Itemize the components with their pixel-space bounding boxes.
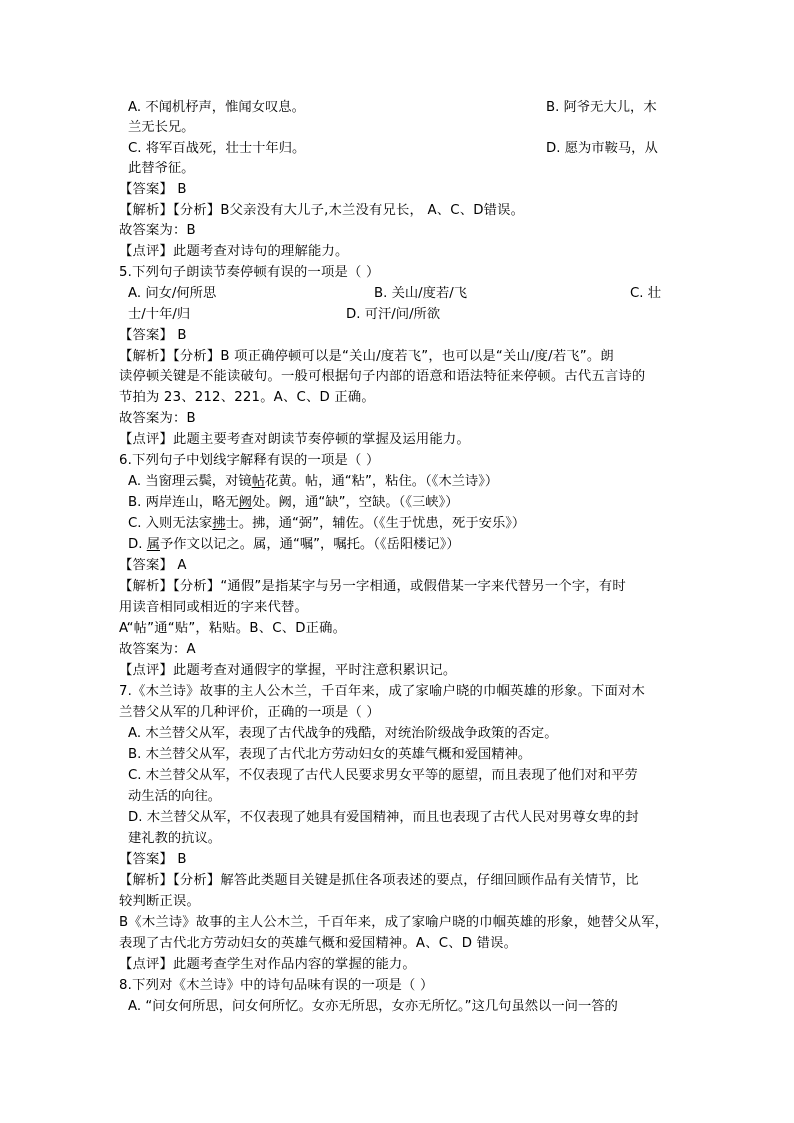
q5-stem: 5.下列句子朗读节奏停顿有误的一项是（ ） xyxy=(119,265,380,280)
q6-b-underlined-char: 阙 xyxy=(238,495,252,510)
q6-comment: 【点评】此题考查对通假字的掌握，平时注意积累识记。 xyxy=(119,663,457,678)
q6-a-text-pre: A. 当窗理云鬓，对镜 xyxy=(128,474,252,489)
q5-option-a: A. 问女/何所思 xyxy=(128,286,217,301)
q6-d-text-post: 予作文以记之。属，通“嘱”，嘱托。（《岳阳楼记》） xyxy=(160,537,460,552)
q7-analysis-line2: 较判断正误。 xyxy=(119,894,200,909)
q5-option-c: C. 壮 xyxy=(630,286,662,301)
q6-option-a xyxy=(128,472,498,492)
q6-d-text-pre: D. xyxy=(128,537,147,552)
q8-stem: 8.下列对《木兰诗》中的诗句品味有误的一项是（ ） xyxy=(119,978,434,993)
q6-a-text-post: 花黄。帖，通“粘”，粘住。（《木兰诗》） xyxy=(265,474,499,489)
q5-option-b: B. 关山/度若/飞 xyxy=(374,286,468,301)
q6-final-answer: 故答案为：A xyxy=(119,642,196,657)
q6-b-text-post: 处。阙，通“缺”，空缺。（《三峡》） xyxy=(251,495,459,510)
q4-option-b-cont: 兰无长兄。 xyxy=(128,120,195,135)
q4-analysis: 【解析】【分析】B父亲没有大儿子,木兰没有兄长， A、C、D错误。 xyxy=(119,203,525,218)
q7-option-b: B. 木兰替父从军，表现了古代北方劳动妇女的英雄气概和爱国精神。 xyxy=(128,747,532,762)
q5-answer: 【答案】 B xyxy=(119,328,187,343)
q7-comment: 【点评】此题考查学生对作品内容的掌握的能力。 xyxy=(119,957,416,972)
q6-answer: 【答案】 A xyxy=(119,558,187,573)
q6-c-underlined-char: 拂 xyxy=(212,516,226,531)
q5-analysis-line1: 【解析】【分析】B 项正确停顿可以是“关山/度若飞”，也可以是“关山/度/若飞”。朗 xyxy=(119,349,614,364)
q6-option-c xyxy=(128,514,525,534)
q5-comment: 【点评】此题主要考查对朗读节奏停顿的掌握及运用能力。 xyxy=(119,432,470,447)
q6-analysis-line1: 【解析】【分析】“通假”是指某字与另一字相通，或假借某一字来代替另一个字，有时 xyxy=(119,579,626,594)
q5-final-answer: 故答案为：B xyxy=(119,411,196,426)
q6-b-text-pre: B. 两岸连山，略无 xyxy=(128,495,239,510)
q6-c-text-post: 士。拂，通“弼”，辅佐。（《生于忧患，死于安乐》） xyxy=(225,516,526,531)
q7-analysis-line1: 【解析】【分析】解答此类题目关键是抓住各项表述的要点，仔细回顾作品有关情节，比 xyxy=(119,873,639,888)
q6-stem: 6.下列句子中划线字解释有误的一项是（ ） xyxy=(119,453,380,468)
q5-option-d: D. 可汗/问/所欲 xyxy=(346,307,441,322)
q4-option-a: A. 不闻机杼声，惟闻女叹息。 xyxy=(128,100,305,115)
q7-option-d-cont: 建礼教的抗议。 xyxy=(128,831,222,846)
q7-answer: 【答案】 B xyxy=(119,852,187,867)
q7-analysis-line3: B《木兰诗》故事的主人公木兰，千百年来，成了家喻户晓的巾帼英雄的形象，她替父从军， xyxy=(119,915,669,930)
q8-option-a: A. “问女何所思，问女何所忆。女亦无所思，女亦无所忆。”这几句虽然以一问一答的 xyxy=(128,999,618,1014)
q4-option-b: B. 阿爷无大儿，木 xyxy=(546,100,657,115)
q5-analysis-line2: 读停顿关键是不能读破句。一般可根据句子内部的语意和语法特征来停顿。古代五言诗的 xyxy=(119,369,646,384)
q6-d-underlined-char: 属 xyxy=(146,537,160,552)
q4-option-d: D. 愿为市鞍马，从 xyxy=(546,141,658,156)
q6-option-d xyxy=(128,535,460,555)
q4-comment: 【点评】此题考查对诗句的理解能力。 xyxy=(119,244,349,259)
q7-option-a: A. 木兰替父从军，表现了古代战争的残酷，对统治阶级战争政策的否定。 xyxy=(128,726,558,741)
q7-analysis-line4: 表现了古代北方劳动妇女的英雄气概和爱国精神。A、C、D 错误。 xyxy=(119,936,518,951)
q6-option-b xyxy=(128,493,459,513)
q4-answer: 【答案】 B xyxy=(119,182,187,197)
q6-analysis-line2: 用读音相同或相近的字来代替。 xyxy=(119,600,308,615)
q7-stem-line1: 7.《木兰诗》故事的主人公木兰，千百年来，成了家喻户晓的巾帼英雄的形象。下面对木 xyxy=(119,684,645,699)
q4-option-d-cont: 此替爷征。 xyxy=(128,161,195,176)
q7-option-c-cont: 动生活的向往。 xyxy=(128,789,222,804)
q5-analysis-line3: 节拍为 23、212、221。A、C、D 正确。 xyxy=(119,390,375,405)
q7-option-c: C. 木兰替父从军，不仅表现了古代人民要求男女平等的愿望，而且表现了他们对和平劳 xyxy=(128,768,638,783)
q5-option-c-cont: 士/十年/归 xyxy=(128,307,191,322)
q4-final-answer: 故答案为：B xyxy=(119,223,196,238)
q6-c-text-pre: C. 入则无法家 xyxy=(128,516,213,531)
q7-stem-line2: 兰替父从军的几种评价，正确的一项是（ ） xyxy=(119,705,380,720)
q4-option-c: C. 将军百战死，壮士十年归。 xyxy=(128,141,306,156)
q7-option-d: D. 木兰替父从军，不仅表现了她具有爱国精神，而且也表现了古代人民对男尊女卑的封 xyxy=(128,810,639,825)
q6-analysis-line3: A“帖”通“贴”，粘贴。B、C、D正确。 xyxy=(119,621,347,636)
q6-a-underlined-char: 帖 xyxy=(251,474,265,489)
